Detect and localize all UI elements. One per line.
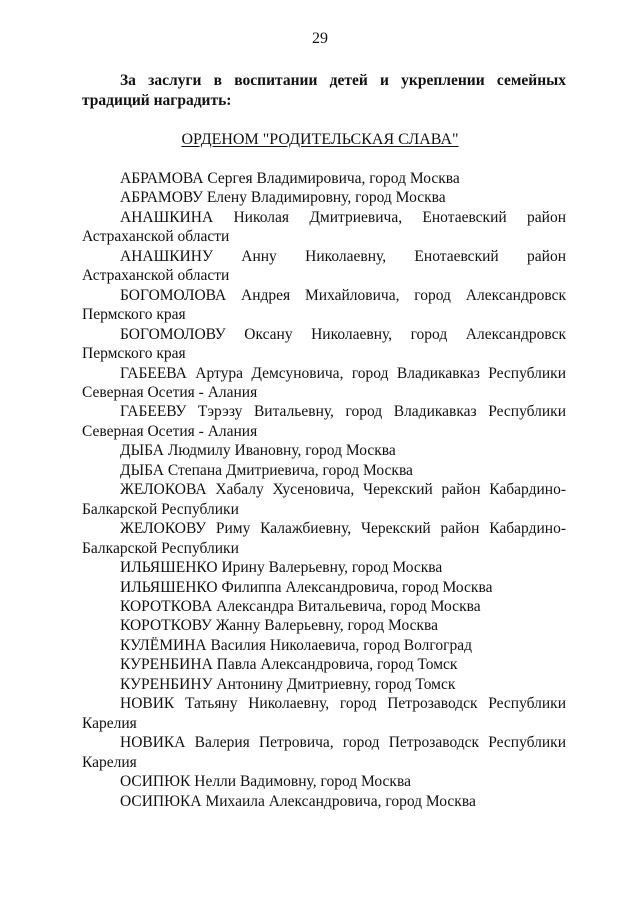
recipient-name-line: БОГОМОЛОВА Андрея Михайловича, город Александровск	[120, 286, 566, 304]
recipient-name-line: НОВИК Татьяну Николаевну, город Петрозаводск Республики	[120, 695, 566, 713]
recipient-entry	[82, 286, 566, 325]
recipient-entry	[82, 461, 566, 480]
recipient-entry	[82, 616, 566, 635]
recipient-name-line: ЖЕЛОКОВА Хабалу Хусеновича, Черекский район Кабардино-	[120, 481, 566, 499]
recipient-entry	[82, 578, 566, 597]
recipient-entry	[82, 694, 566, 733]
recipient-name-line: НОВИКА Валерия Петровича, город Петрозаводск Республики	[120, 734, 566, 752]
recipient-entry	[82, 480, 566, 519]
recipient-region-line: Пермского края	[82, 306, 186, 324]
recipient-entry	[82, 208, 566, 247]
recipient-name-line: ДЫБА Людмилу Ивановну, город Москва	[120, 442, 396, 460]
recipient-name-line: ЖЕЛОКОВУ Риму Калажбиевну, Черекский район Кабардино-	[120, 520, 566, 538]
recipient-entry	[82, 188, 566, 207]
recipient-entry	[82, 247, 566, 286]
recipient-name-line: ИЛЬЯШЕНКО Ирину Валерьевну, город Москва	[120, 559, 443, 577]
recipient-name-line: ИЛЬЯШЕНКО Филиппа Александровича, город Москва	[120, 578, 493, 596]
recipient-region-line: Балкарской Республики	[82, 539, 239, 557]
order-title: ОРДЕНОМ "РОДИТЕЛЬСКАЯ СЛАВА"	[181, 131, 459, 148]
award-intro-line-1: За заслуги в воспитании детей и укреплении семейных	[120, 72, 566, 89]
page-number: 29	[312, 30, 328, 47]
recipient-name-line: АНАШКИНА Николая Дмитриевича, Енотаевский район	[120, 208, 566, 226]
recipient-entry	[82, 402, 566, 441]
recipient-name-line: ОСИПЮК Нелли Вадимовну, город Москва	[120, 773, 411, 791]
recipient-list	[82, 169, 566, 811]
recipient-entry	[82, 441, 566, 460]
recipient-entry	[82, 636, 566, 655]
recipient-name-line: АБРАМОВА Сергея Владимировича, город Москва	[120, 170, 460, 187]
recipient-entry	[82, 364, 566, 403]
recipient-name-line: ОСИПЮКА Михаила Александровича, город Москва	[120, 792, 476, 810]
recipient-region-line: Балкарской Республики	[82, 500, 239, 518]
recipient-name-line: БОГОМОЛОВУ Оксану Николаевну, город Александровск	[120, 325, 566, 343]
recipient-entry	[82, 597, 566, 616]
recipient-entry	[82, 772, 566, 791]
recipient-name-line: КУЛЁМИНА Василия Николаевича, город Волгоград	[120, 636, 472, 654]
recipient-name-line: ГАБЕЕВУ Тэрэзу Витальевну, город Владикавказ Республики	[120, 403, 566, 421]
recipient-region-line: Пермского края	[82, 345, 186, 363]
award-intro	[82, 71, 566, 111]
recipient-entry	[82, 792, 566, 811]
recipient-region-line: Северная Осетия - Алания	[82, 383, 258, 401]
recipient-entry	[82, 733, 566, 772]
recipient-entry	[82, 675, 566, 694]
recipient-name-line: АНАШКИНУ Анну Николаевну, Енотаевский район	[120, 247, 566, 265]
recipient-region-line: Астраханской области	[82, 267, 230, 285]
recipient-entry	[82, 169, 566, 188]
recipient-region-line: Карелия	[82, 753, 137, 771]
recipient-name-line: КУРЕНБИНУ Антонину Дмитриевну, город Томск	[120, 675, 456, 693]
recipient-entry	[82, 519, 566, 558]
recipient-name-line: КУРЕНБИНА Павла Александровича, город Томск	[120, 656, 458, 674]
recipient-region-line: Северная Осетия - Алания	[82, 422, 258, 440]
recipient-name-line: ГАБЕЕВА Артура Демсуновича, город Владикавказ Республики	[120, 364, 566, 382]
recipient-name-line: КОРОТКОВА Александра Витальевича, город Москва	[120, 597, 481, 615]
award-intro-line-2: традиций наградить:	[82, 92, 232, 109]
recipient-entry	[82, 558, 566, 577]
recipient-region-line: Карелия	[82, 714, 137, 732]
recipient-entry	[82, 325, 566, 364]
recipient-name-line: ДЫБА Степана Дмитриевича, город Москва	[120, 461, 413, 479]
recipient-name-line: КОРОТКОВУ Жанну Валерьевну, город Москва	[120, 617, 438, 635]
recipient-region-line: Астраханской области	[82, 228, 230, 246]
recipient-name-line: АБРАМОВУ Елену Владимировну, город Москва	[120, 189, 446, 207]
recipient-entry	[82, 655, 566, 674]
